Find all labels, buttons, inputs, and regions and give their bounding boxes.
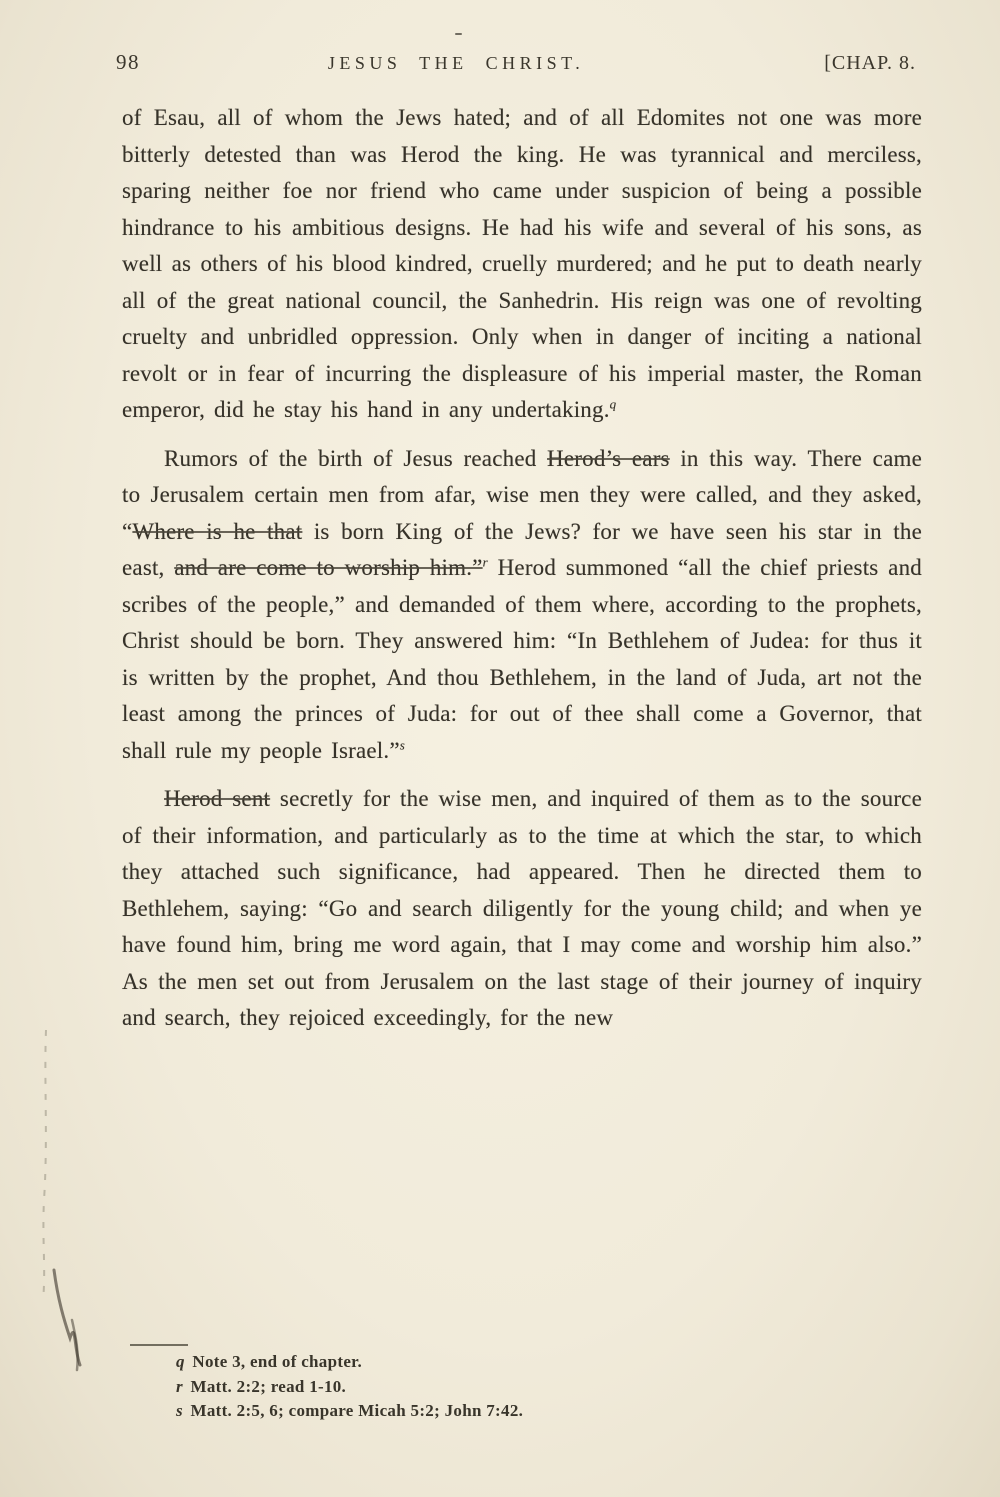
footnote-text: Matt. 2:5, 6; compare Micah 5:2; John 7:42. bbox=[185, 1401, 524, 1420]
footnote-ref: r bbox=[482, 554, 488, 570]
text-segment: Rumors of the birth of Jesus reached bbox=[164, 445, 548, 471]
struck-text: Herod sent bbox=[164, 786, 271, 811]
page-number: 98 bbox=[116, 50, 140, 74]
footnote-marker: q bbox=[176, 1352, 185, 1371]
footnote-rule bbox=[130, 1344, 188, 1346]
footnote bbox=[176, 1375, 896, 1400]
footnote-marker: s bbox=[176, 1401, 183, 1420]
paragraph bbox=[122, 100, 922, 429]
page-header bbox=[116, 50, 916, 75]
pencil-margin-marks bbox=[24, 1020, 114, 1380]
text-segment: is born King of the Jews? for we have seen his star in the east, bbox=[122, 518, 922, 580]
footnote-marker: r bbox=[176, 1376, 183, 1396]
text-segment: Herod summoned “all the chief priests and scribes of the people,” and demanded of them where, according to the prophets, Christ should be born. They answered him: “In Bethlehem of Judea: for thus it is written by the prophet, And thou Bethlehem, in the land of Juda, art not the least among the princes of Juda: for out of thee shall come a Governor, that shall rule my people Israel.” bbox=[122, 555, 922, 763]
running-title: JESUS THE CHRIST. bbox=[327, 53, 585, 73]
footnote-text: Matt. 2:2; read 1-10. bbox=[185, 1376, 347, 1396]
paragraph bbox=[122, 441, 922, 770]
struck-text: Where is he that bbox=[132, 518, 303, 544]
footnote-ref: q bbox=[609, 396, 617, 412]
text-segment: in this way. There came to Jerusalem certain men from afar, wise men they were called, and they asked, “ bbox=[122, 445, 923, 544]
scan-artifact bbox=[455, 33, 462, 35]
struck-text: and are come to worship him.” bbox=[174, 555, 483, 580]
struck-text: Herod’s ears bbox=[547, 445, 670, 471]
footnotes bbox=[176, 1350, 896, 1424]
text-segment: secretly for the wise men, and inquired of them as to the source of their information, and particularly as to the time at which the star, to which they attached such significance, had appeared. Then he directed them to Bethlehem, saying: “Go and search diligently for the young child; and when ye have found him, bring me word again, that I may come and worship him also.” As the men set out from Jerusalem on the last stage of their journey of inquiry and search, they rejoiced exceedingly, for the new bbox=[122, 786, 922, 1030]
footnote bbox=[176, 1350, 896, 1375]
footnote bbox=[176, 1399, 896, 1424]
body-text bbox=[122, 100, 922, 1049]
text-segment: of Esau, all of whom the Jews hated; and of all Edomites not one was more bitterly detested than was Herod the king. He was tyrannical and merciless, sparing neither foe nor friend who came under suspicion of being a possible hindrance to his ambitious designs. He had his wife and several of his sons, as well as others of his blood kindred, cruelly murdered; and he put to death nearly all of the great national council, the Sanhedrin. His reign was one of revolting cruelty and unbridled oppression. Only when in danger of inciting a national revolt or in fear of incurring the displeasure of his imperial master, the Roman emperor, did he stay his hand in any undertaking. bbox=[122, 105, 922, 422]
footnote-ref: s bbox=[399, 736, 405, 752]
chapter-label: [CHAP. 8. bbox=[824, 52, 916, 74]
paragraph bbox=[122, 781, 922, 1037]
footnote-text: Note 3, end of chapter. bbox=[187, 1352, 363, 1371]
